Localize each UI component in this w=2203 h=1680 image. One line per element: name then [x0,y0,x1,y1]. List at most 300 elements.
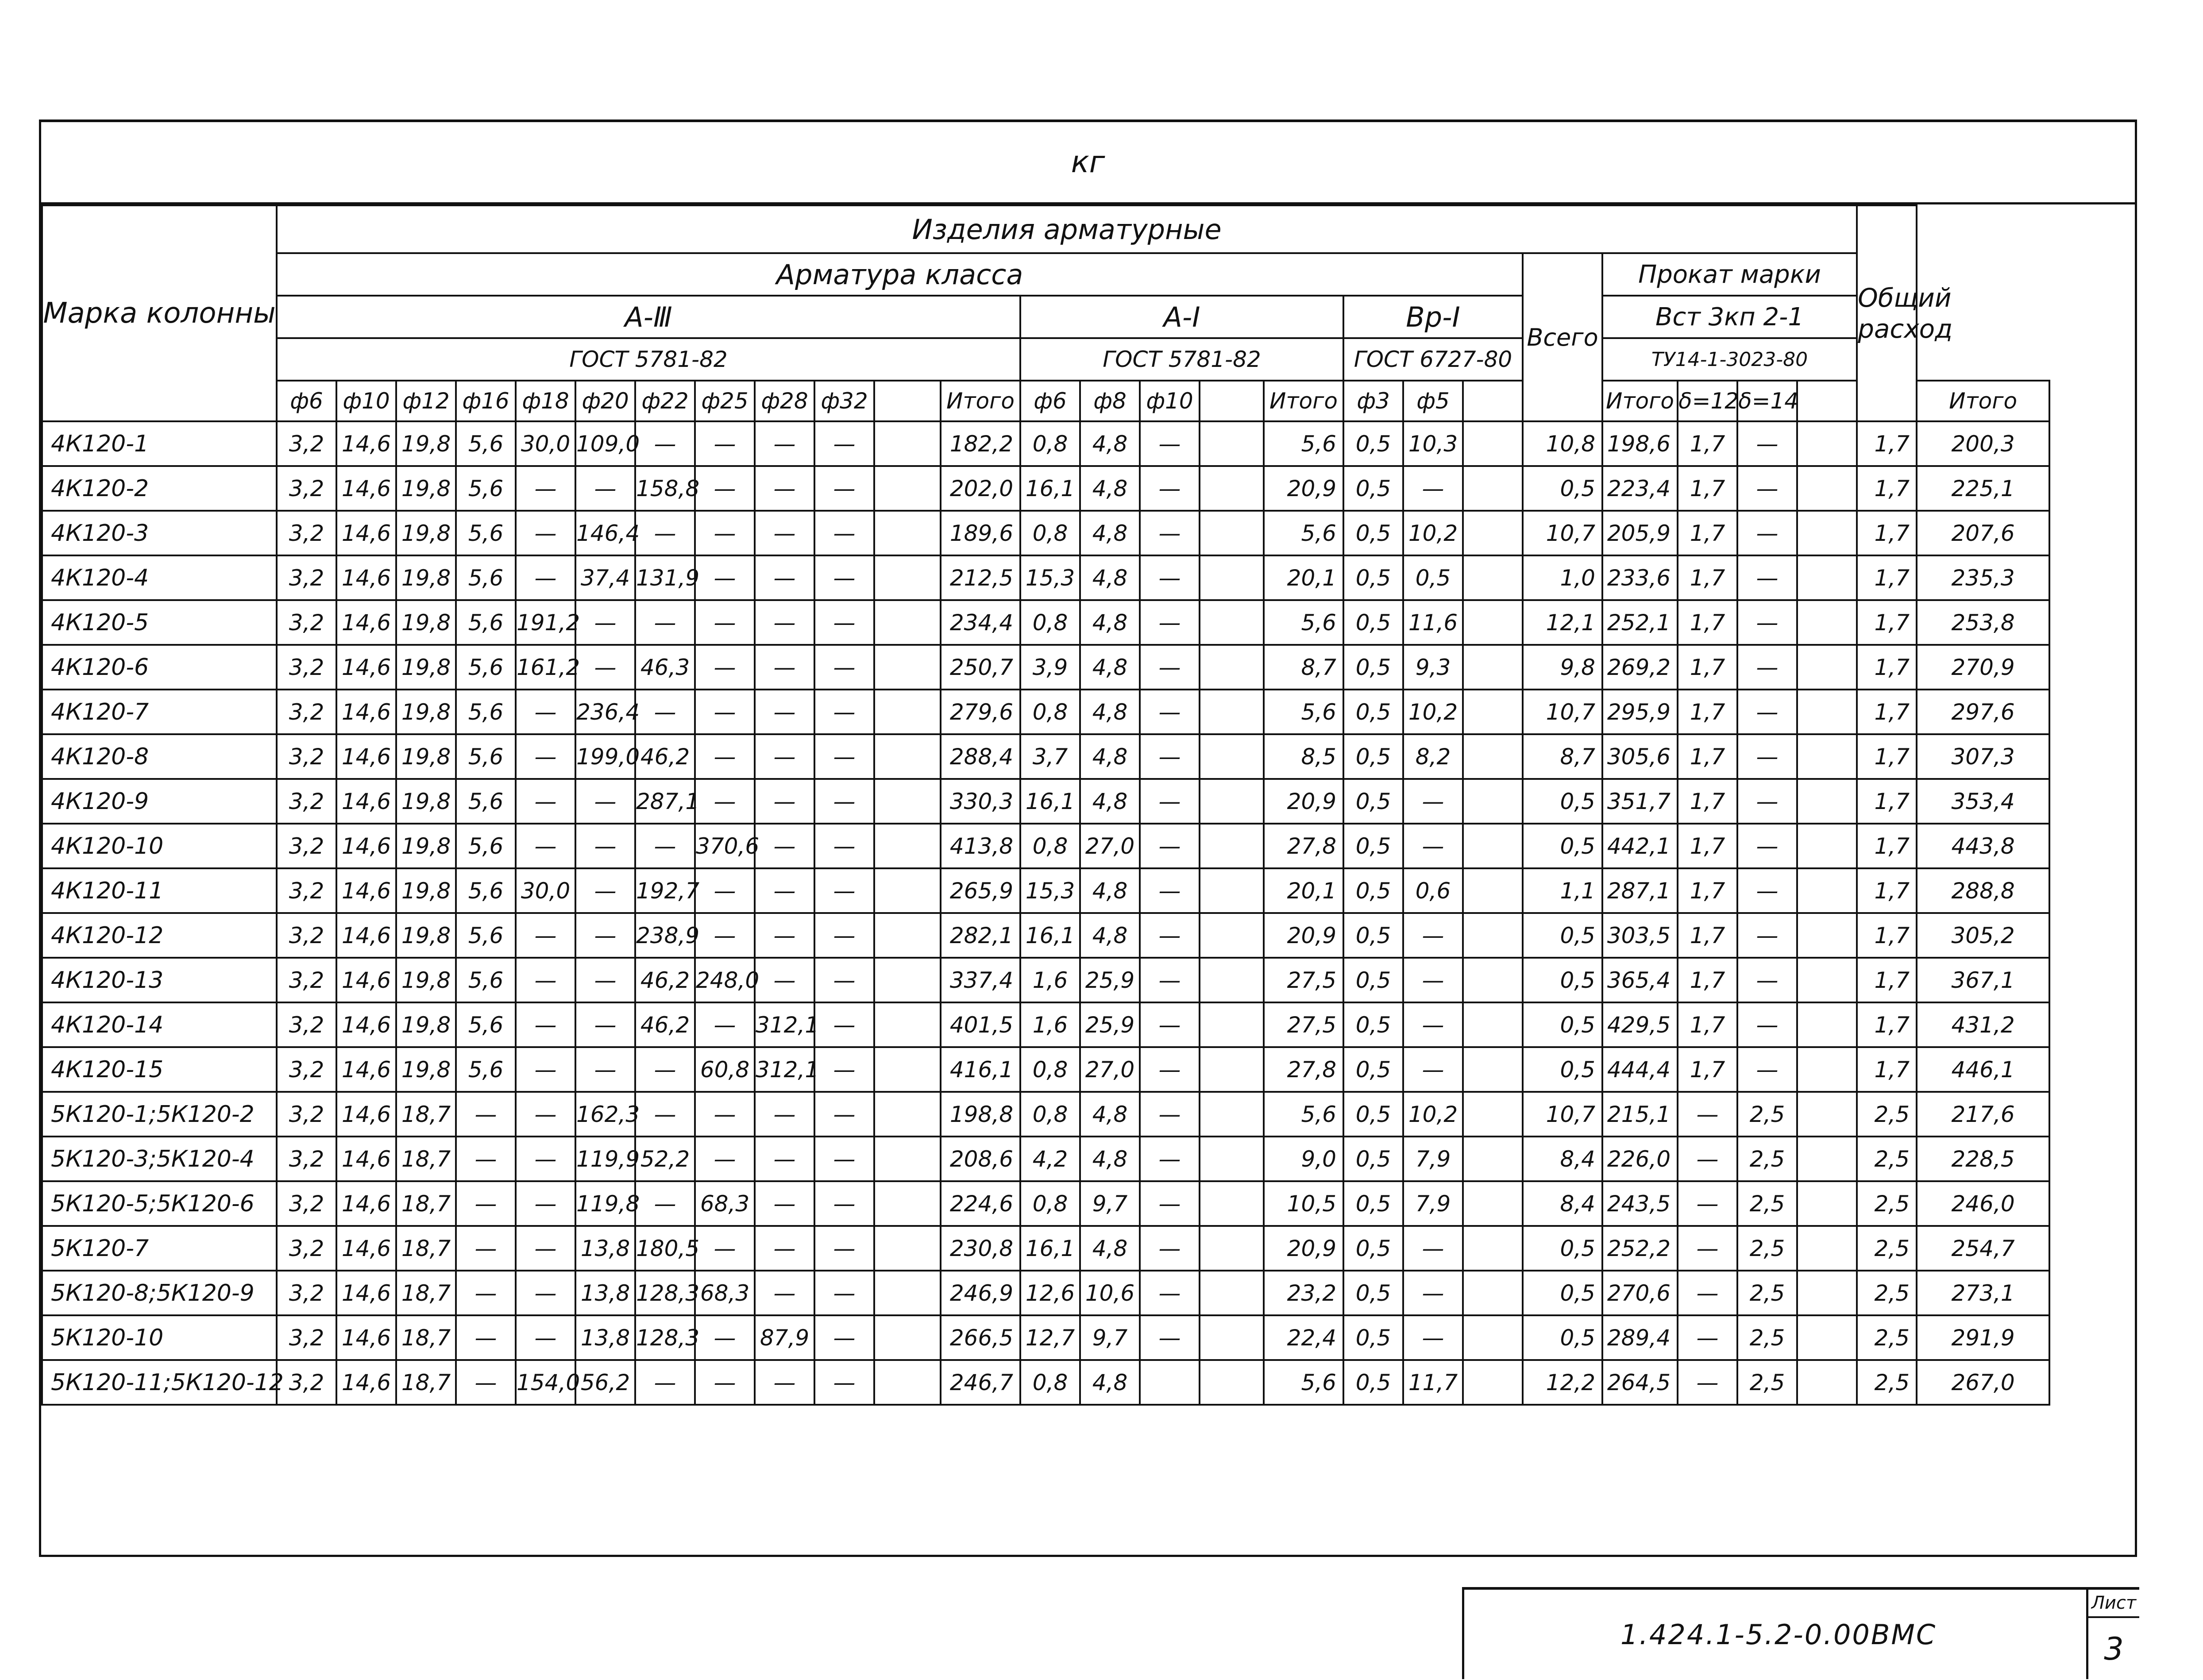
value-cell: 9,7 [1080,1315,1140,1360]
subtotal-cell: 0,5 [1523,1271,1602,1315]
value-cell [1797,466,1857,511]
value-cell: — [1737,1002,1797,1047]
value-cell: 60,8 [695,1047,755,1092]
value-cell: — [814,868,874,913]
value-cell: 19,8 [396,690,456,734]
value-cell [874,645,941,690]
value-cell [1463,1226,1523,1271]
value-cell: 3,2 [277,958,336,1002]
header-a3-diameter: ф12 [396,381,456,421]
header-vp1-diameter [1463,381,1523,421]
value-cell: 18,7 [396,1137,456,1181]
value-cell: 4,8 [1080,600,1140,645]
value-cell [1140,1360,1200,1405]
value-cell: 1,7 [1678,868,1737,913]
value-cell: 8,2 [1403,734,1463,779]
value-cell: — [635,824,695,868]
value-cell: 19,8 [396,734,456,779]
column-mark-cell: 4К120-5 [42,600,277,645]
value-cell: 0,5 [1343,555,1403,600]
value-cell: 1,7 [1678,690,1737,734]
value-cell: 236,4 [575,690,635,734]
value-cell [1463,1315,1523,1360]
value-cell: 16,1 [1020,913,1080,958]
overall-cell: 267,0 [1917,1360,2049,1405]
column-mark-cell: 4К120-10 [42,824,277,868]
value-cell: 9,7 [1080,1181,1140,1226]
value-cell: 0,8 [1020,1092,1080,1137]
overall-cell: 307,3 [1917,734,2049,779]
value-cell [874,913,941,958]
value-cell [874,958,941,1002]
subtotal-cell: 2,5 [1857,1181,1917,1226]
subtotal-cell: 270,6 [1602,1271,1678,1315]
value-cell: 5,6 [456,555,516,600]
subtotal-cell: 5,6 [1264,600,1343,645]
value-cell [1797,555,1857,600]
header-rolled-thickness [1797,381,1857,421]
value-cell: — [516,511,575,555]
value-cell: 14,6 [336,1181,396,1226]
value-cell: — [1678,1137,1737,1181]
value-cell: 2,5 [1737,1092,1797,1137]
value-cell: — [1403,1047,1463,1092]
overall-cell: 353,4 [1917,779,2049,824]
subtotal-cell: 27,5 [1264,1002,1343,1047]
value-cell: 2,5 [1737,1181,1797,1226]
value-cell: 158,8 [635,466,695,511]
header-total: Всего [1523,253,1602,421]
subtotal-cell: 8,4 [1523,1137,1602,1181]
value-cell: 12,7 [1020,1315,1080,1360]
value-cell: 3,2 [277,734,336,779]
value-cell: 14,6 [336,734,396,779]
subtotal-cell: 2,5 [1857,1271,1917,1315]
value-cell: — [1140,868,1200,913]
table-row [42,1047,2049,1092]
value-cell: — [814,958,874,1002]
value-cell: 4,8 [1080,1360,1140,1405]
value-cell: — [755,645,814,690]
value-cell [1200,466,1264,511]
value-cell: 1,7 [1678,958,1737,1002]
value-cell [874,1315,941,1360]
table-row [42,600,2049,645]
value-cell: 0,5 [1343,1047,1403,1092]
value-cell: 0,5 [1343,690,1403,734]
value-cell: 131,9 [635,555,695,600]
overall-cell: 270,9 [1917,645,2049,690]
value-cell: — [755,466,814,511]
value-cell: 0,5 [1343,1092,1403,1137]
subtotal-cell: 1,7 [1857,913,1917,958]
value-cell [1463,645,1523,690]
value-cell: 238,9 [635,913,695,958]
value-cell [1463,958,1523,1002]
value-cell: — [814,1315,874,1360]
value-cell: — [695,1002,755,1047]
value-cell [1797,913,1857,958]
subtotal-cell: 202,0 [941,466,1020,511]
header-a1-diameter [1200,381,1264,421]
header-a3-diameter: ф25 [695,381,755,421]
subtotal-cell: 1,7 [1857,421,1917,466]
value-cell [1463,734,1523,779]
subtotal-cell: 198,8 [941,1092,1020,1137]
subtotal-cell: 212,5 [941,555,1020,600]
value-cell [1797,1181,1857,1226]
subtotal-cell: 20,9 [1264,1226,1343,1271]
value-cell: — [456,1271,516,1315]
value-cell: — [516,1092,575,1137]
column-mark-cell: 5К120-3;5К120-4 [42,1137,277,1181]
value-cell: 0,8 [1020,421,1080,466]
subtotal-cell: 252,1 [1602,600,1678,645]
subtotal-cell: 0,5 [1523,1047,1602,1092]
value-cell: 10,3 [1403,421,1463,466]
subtotal-cell: 8,7 [1264,645,1343,690]
value-cell: — [814,824,874,868]
subtotal-cell: 10,7 [1523,511,1602,555]
value-cell [1200,1002,1264,1047]
value-cell: 14,6 [336,1226,396,1271]
subtotal-cell: 287,1 [1602,868,1678,913]
value-cell: 1,7 [1678,779,1737,824]
value-cell: 0,5 [1343,466,1403,511]
value-cell: 46,3 [635,645,695,690]
table-row [42,779,2049,824]
value-cell: — [695,868,755,913]
value-cell: 0,8 [1020,1360,1080,1405]
value-cell: — [575,1047,635,1092]
value-cell: — [635,421,695,466]
value-cell: — [456,1092,516,1137]
subtotal-cell: 0,5 [1523,824,1602,868]
subtotal-cell: 1,7 [1857,555,1917,600]
value-cell [1463,600,1523,645]
value-cell: 14,6 [336,1271,396,1315]
value-cell: 4,8 [1080,466,1140,511]
value-cell [1797,1002,1857,1047]
value-cell: — [814,913,874,958]
value-cell [1200,1137,1264,1181]
value-cell [874,824,941,868]
value-cell [1200,1360,1264,1405]
value-cell [1463,824,1523,868]
value-cell [874,1047,941,1092]
value-cell [1200,511,1264,555]
unit-label: кг [41,122,2135,204]
value-cell [874,1360,941,1405]
header-a1-diameter: ф10 [1140,381,1200,421]
table-row [42,421,2049,466]
value-cell: — [1678,1092,1737,1137]
value-cell: 5,6 [456,511,516,555]
value-cell: — [755,824,814,868]
value-cell: 161,2 [516,645,575,690]
value-cell: — [1678,1315,1737,1360]
value-cell: 0,8 [1020,511,1080,555]
value-cell: 14,6 [336,958,396,1002]
value-cell: 3,2 [277,868,336,913]
header-overall: Общий расход [1857,205,1917,421]
value-cell: 19,8 [396,555,456,600]
table-row [42,1002,2049,1047]
value-cell: — [755,958,814,1002]
value-cell [1463,690,1523,734]
value-cell [1200,1047,1264,1092]
column-mark-cell: 4К120-3 [42,511,277,555]
value-cell: 0,5 [1343,421,1403,466]
overall-cell: 200,3 [1917,421,2049,466]
value-cell: — [755,779,814,824]
header-a3-diameter: ф10 [336,381,396,421]
value-cell: 0,5 [1343,1271,1403,1315]
value-cell: — [1737,600,1797,645]
column-mark-cell: 4К120-8 [42,734,277,779]
subtotal-cell: 223,4 [1602,466,1678,511]
value-cell: 3,2 [277,421,336,466]
subtotal-cell: 351,7 [1602,779,1678,824]
value-cell [874,779,941,824]
value-cell: 4,8 [1080,868,1140,913]
value-cell: 46,2 [635,958,695,1002]
value-cell: — [1737,779,1797,824]
overall-cell: 228,5 [1917,1137,2049,1181]
value-cell: — [635,600,695,645]
value-cell: 3,9 [1020,645,1080,690]
value-cell: 5,6 [456,868,516,913]
value-cell: — [456,1226,516,1271]
value-cell: 3,2 [277,1181,336,1226]
subtotal-cell: 8,4 [1523,1181,1602,1226]
value-cell [1797,1047,1857,1092]
header-a3-total: Итого [941,381,1020,421]
value-cell: — [635,1360,695,1405]
value-cell: 27,0 [1080,1047,1140,1092]
value-cell [874,690,941,734]
overall-cell: 246,0 [1917,1181,2049,1226]
value-cell: 3,2 [277,511,336,555]
subtotal-cell: 1,7 [1857,958,1917,1002]
value-cell: 287,1 [635,779,695,824]
column-mark-cell: 4К120-7 [42,690,277,734]
value-cell: 14,6 [336,779,396,824]
header-a3-diameter: ф22 [635,381,695,421]
value-cell [1200,690,1264,734]
subtotal-cell: 0,5 [1523,958,1602,1002]
value-cell: 0,8 [1020,1181,1080,1226]
subtotal-cell: 0,5 [1523,1002,1602,1047]
value-cell: 5,6 [456,1047,516,1092]
value-cell: 5,6 [456,600,516,645]
value-cell: — [814,1092,874,1137]
overall-cell: 443,8 [1917,824,2049,868]
value-cell: 109,0 [575,421,635,466]
value-cell: 9,3 [1403,645,1463,690]
value-cell: 119,8 [575,1181,635,1226]
subtotal-cell: 5,6 [1264,1092,1343,1137]
header-rolled-thickness: δ=14 [1737,381,1797,421]
value-cell: — [516,1226,575,1271]
value-cell: 0,5 [1343,779,1403,824]
subtotal-cell: 266,5 [941,1315,1020,1360]
value-cell: 19,8 [396,958,456,1002]
header-products: Изделия арматурные [277,205,1857,253]
value-cell: 0,5 [1343,734,1403,779]
header-vp1-total: Итого [1602,381,1678,421]
value-cell [1463,779,1523,824]
value-cell: 18,7 [396,1360,456,1405]
value-cell [1797,1360,1857,1405]
subtotal-cell: 27,5 [1264,958,1343,1002]
value-cell: — [814,734,874,779]
value-cell: — [516,690,575,734]
value-cell: 7,9 [1403,1181,1463,1226]
value-cell: 2,5 [1737,1271,1797,1315]
overall-cell: 288,8 [1917,868,2049,913]
value-cell: 4,8 [1080,645,1140,690]
subtotal-cell: 10,5 [1264,1181,1343,1226]
value-cell: 19,8 [396,1047,456,1092]
value-cell: — [755,1226,814,1271]
value-cell: 146,4 [575,511,635,555]
value-cell [1797,1137,1857,1181]
column-mark-cell: 5К120-5;5К120-6 [42,1181,277,1226]
value-cell: 0,5 [1343,1226,1403,1271]
value-cell: — [1140,958,1200,1002]
subtotal-cell: 5,6 [1264,1360,1343,1405]
column-mark-cell: 4К120-15 [42,1047,277,1092]
value-cell: 14,6 [336,913,396,958]
table-row [42,868,2049,913]
value-cell: 16,1 [1020,466,1080,511]
value-cell: 2,5 [1737,1360,1797,1405]
value-cell: 3,2 [277,1092,336,1137]
value-cell: — [695,600,755,645]
subtotal-cell: 303,5 [1602,913,1678,958]
value-cell: 19,8 [396,645,456,690]
value-cell: 1,7 [1678,421,1737,466]
sheet-number: 3 [2104,1631,2124,1667]
value-cell: 3,2 [277,1002,336,1047]
header-class-vp1: Вр-Ⅰ [1343,296,1523,338]
value-cell: — [1737,958,1797,1002]
header-a1-diameter: ф8 [1080,381,1140,421]
value-cell: — [1737,511,1797,555]
value-cell: 4,8 [1080,511,1140,555]
value-cell: 68,3 [695,1271,755,1315]
subtotal-cell: 289,4 [1602,1315,1678,1360]
value-cell: 3,2 [277,600,336,645]
value-cell [1200,421,1264,466]
value-cell: 25,9 [1080,1002,1140,1047]
value-cell: 14,6 [336,1092,396,1137]
value-cell: 46,2 [635,1002,695,1047]
value-cell: 370,6 [695,824,755,868]
value-cell [1200,1271,1264,1315]
value-cell: — [635,1181,695,1226]
value-cell: 0,8 [1020,1047,1080,1092]
value-cell: 0,5 [1343,1002,1403,1047]
subtotal-cell: 0,5 [1523,1226,1602,1271]
value-cell: 4,8 [1080,1226,1140,1271]
value-cell: — [516,466,575,511]
value-cell: — [755,421,814,466]
value-cell: 18,7 [396,1271,456,1315]
column-mark-cell: 4К120-13 [42,958,277,1002]
value-cell: 2,5 [1737,1315,1797,1360]
value-cell [1200,645,1264,690]
value-cell: — [695,779,755,824]
subtotal-cell: 20,9 [1264,913,1343,958]
value-cell: — [1140,734,1200,779]
subtotal-cell: 295,9 [1602,690,1678,734]
value-cell: — [1140,824,1200,868]
value-cell: 4,8 [1080,913,1140,958]
value-cell: 180,5 [635,1226,695,1271]
value-cell: — [814,645,874,690]
value-cell: 1,6 [1020,1002,1080,1047]
value-cell: 18,7 [396,1315,456,1360]
value-cell: — [456,1315,516,1360]
value-cell: 4,8 [1080,421,1140,466]
value-cell [1797,421,1857,466]
value-cell: 18,7 [396,1092,456,1137]
value-cell: — [755,868,814,913]
header-vp1-diameter: ф5 [1403,381,1463,421]
value-cell: 27,0 [1080,824,1140,868]
value-cell [1463,1181,1523,1226]
value-cell: 13,8 [575,1226,635,1271]
subtotal-cell: 5,6 [1264,421,1343,466]
value-cell: — [1737,824,1797,868]
value-cell: 4,8 [1080,555,1140,600]
subtotal-cell: 444,4 [1602,1047,1678,1092]
value-cell: — [516,779,575,824]
value-cell: 11,7 [1403,1360,1463,1405]
value-cell: — [1403,913,1463,958]
subtotal-cell: 12,2 [1523,1360,1602,1405]
subtotal-cell: 230,8 [941,1226,1020,1271]
value-cell: — [635,1092,695,1137]
value-cell: — [814,466,874,511]
header-a3-diameter: ф16 [456,381,516,421]
value-cell: 14,6 [336,466,396,511]
value-cell: — [1140,1226,1200,1271]
value-cell: 5,6 [456,1002,516,1047]
header-a3-diameter: ф28 [755,381,814,421]
header-a3-diameter: ф18 [516,381,575,421]
column-mark-cell: 4К120-12 [42,913,277,958]
value-cell: 46,2 [635,734,695,779]
value-cell [1200,824,1264,868]
value-cell [874,1002,941,1047]
value-cell: 87,9 [755,1315,814,1360]
subtotal-cell: 429,5 [1602,1002,1678,1047]
value-cell: — [575,868,635,913]
column-mark-cell: 4К120-6 [42,645,277,690]
value-cell: — [1140,511,1200,555]
value-cell: 19,8 [396,466,456,511]
value-cell: — [695,1137,755,1181]
subtotal-cell: 226,0 [1602,1137,1678,1181]
value-cell: 16,1 [1020,1226,1080,1271]
value-cell: — [1403,824,1463,868]
subtotal-cell: 330,3 [941,779,1020,824]
subtotal-cell: 2,5 [1857,1360,1917,1405]
column-mark-cell: 4К120-9 [42,779,277,824]
